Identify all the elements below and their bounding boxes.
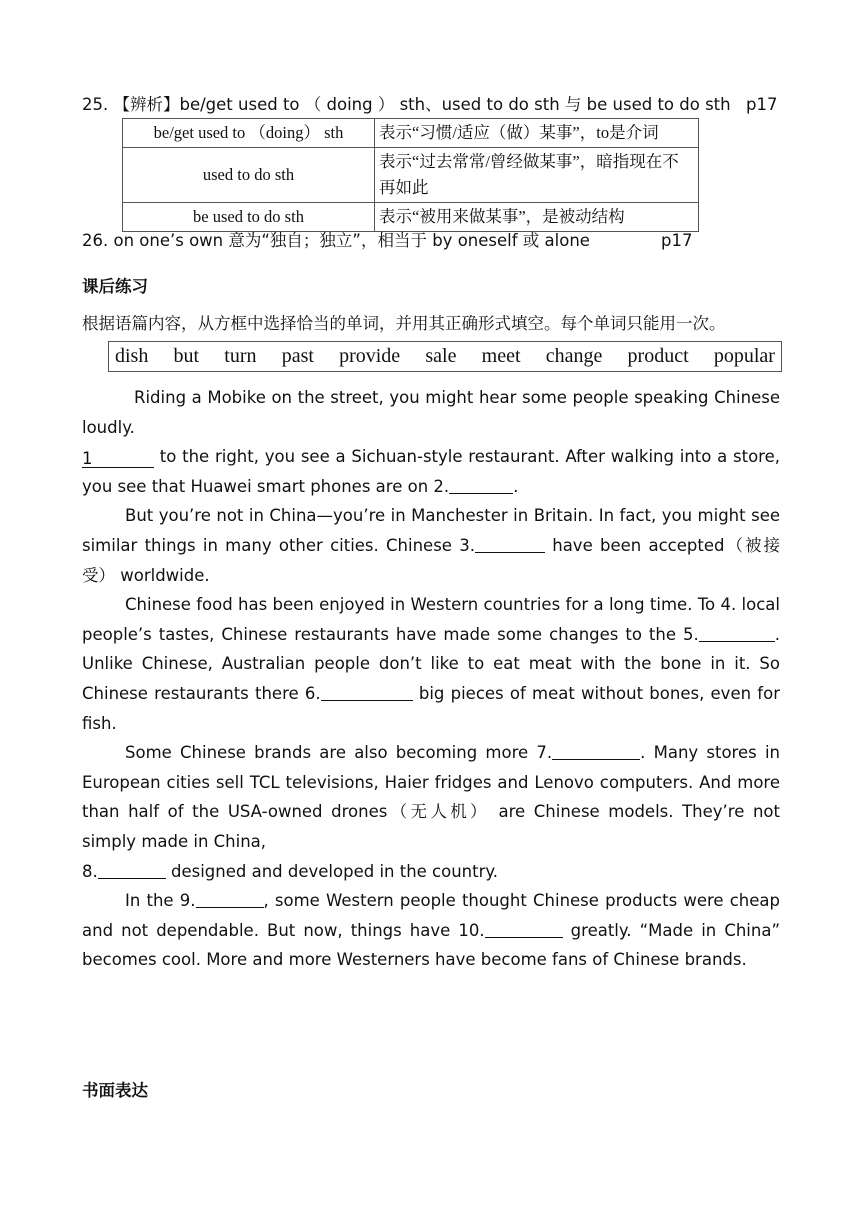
item-25-heading (82, 94, 731, 116)
blank-1[interactable] (82, 451, 154, 468)
blank-9[interactable] (196, 891, 264, 908)
word-bank-item: popular (713, 345, 775, 367)
blank-3[interactable] (475, 536, 545, 553)
blank-2[interactable] (449, 477, 513, 494)
passage-paragraph-1 (82, 383, 780, 442)
item-26-text: 26. on one’s own 意为“独自；独立”，相当于 by oneself 或 alone (82, 231, 590, 250)
table-cell-meaning: 表示“被用来做某事”，是被动结构 (375, 203, 699, 232)
exercise-instruction: 根据语篇内容，从方框中选择恰当的单词，并用其正确形式填空。每个单词只能用一次。 (82, 314, 726, 333)
blank-1-number: 1 (82, 449, 93, 469)
word-bank-item: turn (224, 345, 257, 367)
blank-8[interactable] (98, 862, 166, 879)
blank-6[interactable] (321, 684, 413, 701)
table-cell-usage: used to do sth (123, 148, 375, 203)
item-25-number: 25. (82, 95, 109, 114)
blank-10[interactable] (485, 921, 563, 938)
passage-text: . (513, 476, 519, 496)
passage-text: 8. (82, 861, 98, 881)
passage-text: Riding a Mobike on the street, you might hear some people speaking Chinese loudly. (82, 388, 780, 437)
word-bank-item: sale (425, 345, 457, 367)
table-cell-usage: be used to do sth (123, 203, 375, 232)
passage-text: , some Western people thought Chinese products were cheap and not dependable. But now, things have 10. (82, 891, 780, 940)
passage-text: designed and developed in the country. (165, 861, 499, 881)
passage-text: Some Chinese brands are also becoming more 7. (125, 743, 553, 763)
passage-paragraph-5 (82, 886, 780, 975)
table-row (123, 119, 699, 148)
word-bank-item: but (173, 345, 200, 367)
passage-text: In the 9. (125, 891, 196, 911)
passage-paragraph-4-cont (82, 857, 780, 887)
passage-paragraph-4 (82, 738, 780, 856)
table-cell-meaning: 表示“习惯/适应（做）某事”，to是介词 (375, 119, 699, 148)
passage-paragraph-2 (82, 501, 780, 590)
reading-passage (82, 383, 780, 975)
word-bank-item: dish (115, 345, 149, 367)
passage-text: have been accepted（被接受） worldwide. (82, 535, 780, 585)
word-bank-item: provide (339, 345, 401, 367)
word-bank-item: change (545, 345, 603, 367)
table-cell-usage: be/get used to （doing） sth (123, 119, 375, 148)
word-bank-item: past (281, 345, 314, 367)
passage-text: . Unlike Chinese, Australian people don’t like to eat meat with the bone in it. So Chinese restaurants there 6. (82, 624, 780, 703)
blank-7[interactable] (552, 743, 640, 760)
section-title-writing: 书面表达 (82, 1081, 148, 1100)
passage-paragraph-3 (82, 590, 780, 738)
passage-text: greatly. “Made in China” becomes cool. More and more Westerners have become fans of Chinese brands. (82, 920, 780, 970)
passage-paragraph-1-cont (82, 442, 780, 501)
item-25-page-ref: p17 (746, 95, 778, 114)
table-cell-meaning: 表示“过去常常/曾经做某事”，暗指现在不再如此 (375, 148, 699, 203)
passage-text: . Many stores in European cities sell TCL televisions, Haier fridges and Lenovo computers. And more than half of the USA-owned drones（无人机） are Chinese models. They’re not simply made in China, (82, 743, 780, 851)
passage-text: big pieces of meat without bones, even for fish. (82, 683, 780, 733)
table-row (123, 203, 699, 232)
passage-text: to the right, you see a Sichuan-style restaurant. After walking into a store, you see that Huawei smart phones are on 2. (82, 447, 780, 496)
item-26-page-ref: p17 (661, 231, 693, 250)
section-title-practice: 课后练习 (82, 277, 148, 296)
word-bank-box (108, 341, 782, 372)
word-bank-item: product (627, 345, 689, 367)
item-25-text: 【辨析】be/get used to （ doing ） sth、used to do sth 与 be used to do sth (113, 95, 731, 114)
word-bank-item: meet (481, 345, 521, 367)
passage-text: Chinese food has been enjoyed in Western countries for a long time. To 4. local people’s tastes, Chinese restaurants have made some changes to the 5. (82, 595, 780, 644)
usage-comparison-table (122, 118, 699, 232)
table-row (123, 148, 699, 203)
passage-text: But you’re not in China—you’re in Manchester in Britain. In fact, you might see similar things in many other cities. Chinese 3. (82, 506, 780, 555)
blank-5[interactable] (699, 625, 775, 642)
